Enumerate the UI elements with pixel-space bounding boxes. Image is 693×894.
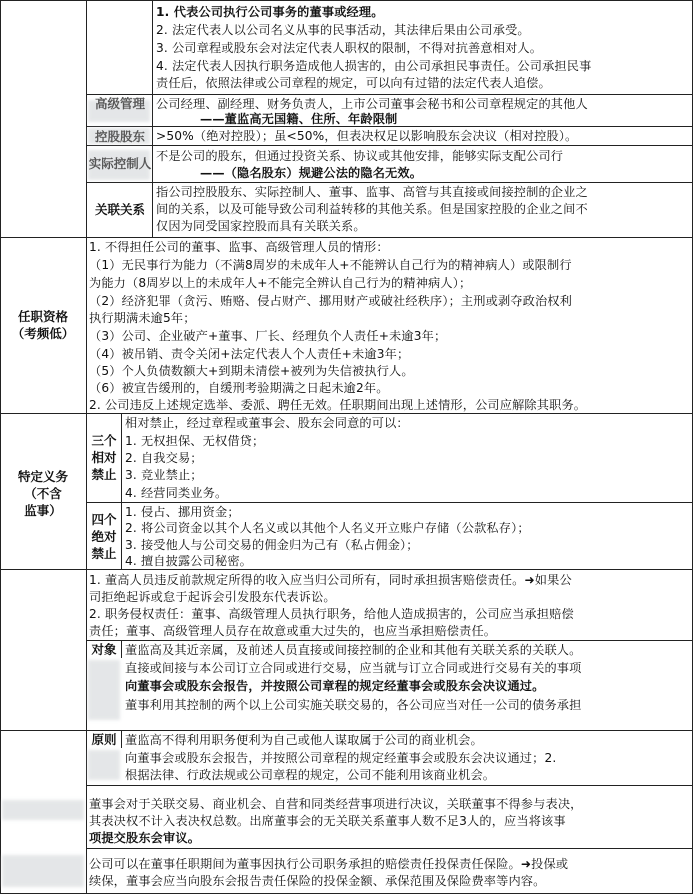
related-transaction-line: 董监高及其近亲属，及前述人员直接或间接控制的企业和其他有关联关系的关联人。	[125, 643, 582, 657]
three-prohibitions-label: 三个 相对 禁止	[91, 433, 117, 482]
actual-controller-line: ——（隐名股东）规避公法的隐名无效。	[200, 166, 423, 180]
col-divider	[152, 0, 153, 237]
four-prohibitions-line: 4. 擅自披露公司秘密。	[125, 554, 252, 568]
row-divider	[0, 0, 693, 1]
officer-line: ——董监高无国籍、住所、年龄限制	[200, 112, 398, 126]
related-transaction-line: 直接或间接与本公司订立合同或进行交易，应当就与订立合同或进行交易有关的事项	[125, 661, 582, 675]
qualification-line: （1）无民事行为能力（不满8周岁的未成年人+不能辨认自己行为的精神病人）或限制行	[89, 258, 572, 272]
row-divider	[86, 145, 693, 146]
rep-line: 2. 法定代表人以公司名义从事的民事活动，其法律后果由公司承受。	[156, 23, 530, 37]
principle-label: 原则	[91, 732, 117, 747]
three-prohibitions-line: 2. 自我交易；	[125, 451, 203, 465]
object-label: 对象	[91, 642, 117, 657]
qualification-label: 任职资格 （考频低）	[11, 309, 75, 341]
qualification-line: （6）被宣告缓刑的，自缓刑考验期满之日起未逾2年。	[89, 381, 389, 395]
row-divider	[86, 640, 693, 641]
insurance-line: 公司可以在董事任职期间为董事因执行公司职务承担的赔偿责任投保责任保险。➜投保或	[89, 857, 569, 871]
controller-line: >50%（绝对控股）；虽<50%，但表决权足以影响股东会决议（相对控股）。	[156, 129, 578, 143]
business-opportunity-line: 董监高不得利用职务便利为自己或他人谋取属于公司的商业机会。	[125, 733, 483, 747]
three-prohibitions-line: 相对禁止，经过章程或董事会、股东会同意的可以：	[125, 416, 409, 430]
related-line: 仅因为同受国家控股而具有关联关系。	[156, 219, 366, 233]
col-divider	[121, 413, 122, 569]
col-divider	[0, 0, 1, 894]
blurred-region	[88, 750, 120, 780]
related-line: 间的关系，以及可能导致公司利益转移的其他关系。但是国家控股的企业之间不	[156, 202, 588, 216]
three-prohibitions-line: 4. 经营同类业务。	[125, 486, 228, 500]
qualification-line: 为能力（8周岁以上的未成年人+不能完全辨认自己行为的精神病人）；	[89, 276, 472, 290]
related-label: 关联关系	[94, 202, 145, 217]
liability-line: 1. 董高人员违反前款规定所得的收入应当归公司所有，同时承担损害赔偿责任。➜如果公	[89, 573, 572, 587]
voting-rule-line: 董事会对于关联交易、商业机会、自营和同类经营事项进行决议，关联董事不得参与表决，	[89, 797, 583, 811]
row-divider	[0, 730, 693, 731]
col-divider	[121, 640, 122, 658]
three-prohibitions-line: 1. 无权担保、无权借贷；	[125, 434, 265, 448]
actual-controller-line: 不是公司的股东，但通过投资关系、协议或其他安排，能够实际支配公司行	[156, 149, 564, 163]
row-divider	[0, 569, 693, 570]
duties-label: 特定义务 （不含 监事）	[17, 469, 68, 518]
four-prohibitions-line: 3. 接受他人与公司交易的佣金归为己有（私占佣金）；	[125, 538, 419, 552]
rep-line: 1. 代表公司执行公司事务的董事或经理。	[156, 5, 384, 19]
blurred-region	[2, 855, 84, 887]
qualification-line: （4）被吊销、责令关闭+法定代表人个人责任+未逾3年；	[89, 347, 410, 361]
four-prohibitions-label: 四个 绝对 禁止	[91, 512, 117, 561]
rep-line: 3. 公司章程或股东会对法定代表人职权的限制，不得对抗善意相对人。	[156, 41, 543, 55]
row-divider	[86, 182, 693, 183]
related-transaction-line: 向董事会或股东会报告，并按照公司章程的规定经董事会或股东会决议通过。	[125, 679, 545, 693]
qualification-line: 2. 公司违反上述规定选举、委派、聘任无效。任职期间出现上述情形，公司应解除其职务。	[89, 398, 587, 412]
row-divider	[0, 237, 693, 238]
three-prohibitions-line: 3. 竞业禁止；	[125, 468, 203, 482]
row-divider	[86, 502, 693, 503]
qualification-line: （5）个人负债数额大+到期未清偿+被列为失信被执行人。	[89, 364, 414, 378]
controller-label: 控股股东	[94, 129, 145, 144]
business-opportunity-line: 根据法律、行政法规或公司章程的规定，公司不能利用该商业机会。	[125, 768, 496, 782]
voting-rule-line: 项提交股东会审议。	[89, 831, 201, 845]
related-transaction-line: 董事利用其控制的两个以上公司实施关联交易的，各公司应当对任一公司的债务承担	[125, 698, 582, 712]
rep-line: 4. 法定代表人因执行职务造成他人损害的，由公司承担民事责任。公司承担民事	[156, 59, 592, 73]
row-divider	[86, 785, 693, 786]
four-prohibitions-line: 1. 侵占、挪用资金；	[125, 505, 240, 519]
officer-label: 高级管理	[94, 96, 145, 111]
row-divider	[0, 413, 693, 414]
col-divider	[121, 730, 122, 748]
blurred-region	[2, 800, 84, 820]
liability-line: 司拒绝起诉或怠于起诉会引发股东代表诉讼。	[89, 590, 336, 604]
row-divider	[86, 94, 693, 95]
related-line: 指公司控股股东、实际控制人、董事、监事、高管与其直接或间接控制的企业之	[156, 185, 588, 199]
qualification-line: 1. 不得担任公司的董事、监事、高级管理人员的情形：	[89, 240, 389, 254]
row-divider	[86, 848, 693, 849]
liability-line: 2. 职务侵权责任：董事、高级管理人员执行职务，给他人造成损害的，公司应当承担赔偿	[89, 607, 574, 621]
actual-controller-label: 实际控制人	[88, 156, 152, 171]
four-prohibitions-line: 2. 将公司资金以其个人名义或以其他个人名义开立账户存储（公款私存）；	[125, 521, 530, 535]
insurance-line: 续保，董事会应当向股东会报告责任保险的投保金额、承保范围及保险费率等内容。	[89, 874, 546, 888]
blurred-region	[88, 660, 120, 720]
qualification-line: 执行期满未逾5年；	[89, 311, 196, 325]
qualification-line: （2）经济犯罪（贪污、贿赂、侵占财产、挪用财产或破社经秩序）；主刑或剥夺政治权利	[89, 294, 572, 308]
qualification-line: （3）公司、企业破产+董事、厂长、经理负个人责任+未逾3年；	[89, 329, 447, 343]
business-opportunity-line: 向董事会或股东会报告，并按照公司章程的规定经董事会或股东会决议通过；2.	[125, 751, 557, 765]
officer-line: 公司经理、副经理、财务负责人，上市公司董事会秘书和公司章程规定的其他人	[156, 97, 588, 111]
rep-line: 责任后，依照法律或公司章程的规定，可以向有过错的法定代表人追偿。	[156, 76, 551, 90]
voting-rule-line: 其表决权不计入表决权总数。出席董事会的无关联关系董事人数不足3人的，应当将该事	[89, 814, 566, 828]
liability-line: 责任；董事、高级管理人员存在故意或重大过失的，也应当承担赔偿责任。	[89, 624, 497, 638]
